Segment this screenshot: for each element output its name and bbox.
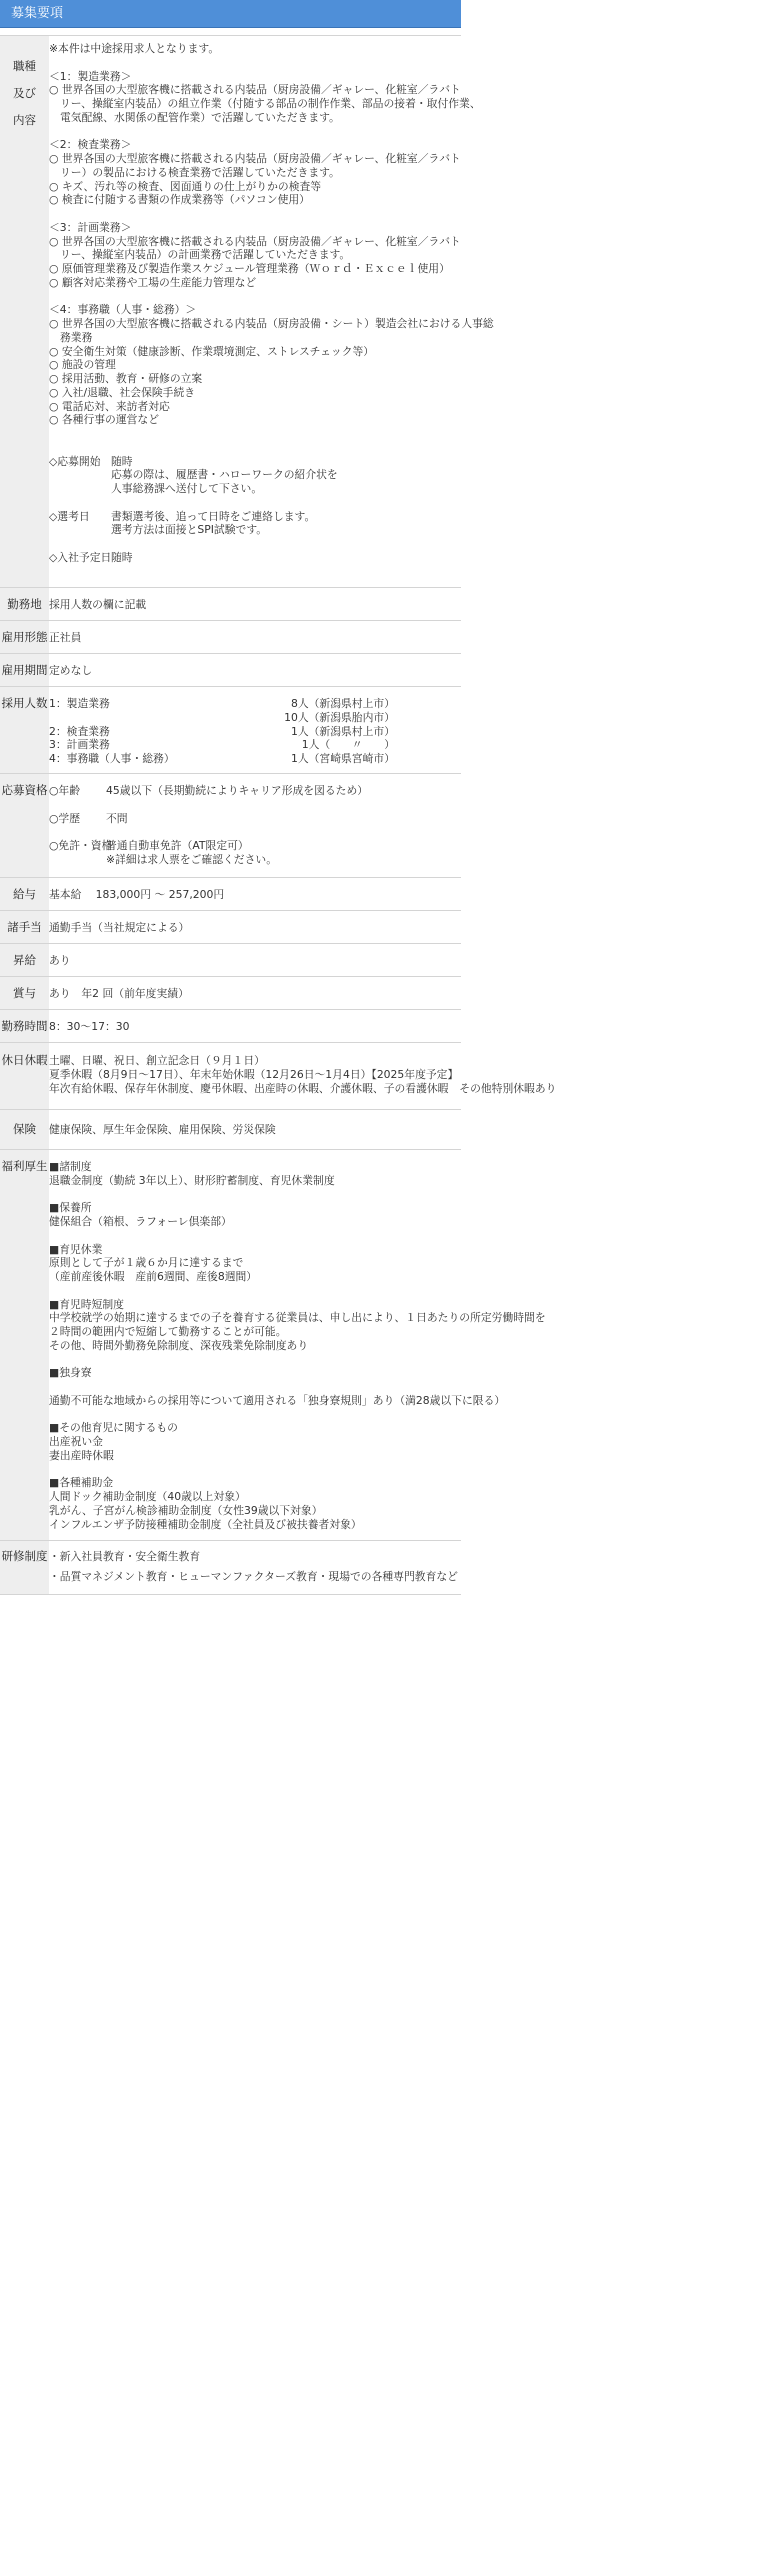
welfare-section-title: ■各種補助金	[49, 1476, 114, 1490]
allowance-text: 通勤手当（当社規定による）	[49, 921, 190, 934]
application-start-value: 随時	[111, 454, 133, 468]
welfare-line: 妻出産時休暇	[49, 1448, 114, 1462]
value-hours	[49, 1010, 461, 1043]
value-welfare	[49, 1150, 546, 1541]
qual-age	[49, 784, 461, 798]
employment-type-text: 正社員	[49, 631, 82, 644]
label-holidays-text: 休日休暇	[1, 1053, 48, 1067]
value-raise	[49, 944, 461, 977]
label-employment-type-text: 雇用形態	[1, 630, 48, 644]
workplace-text: 採用人数の欄に記載	[49, 598, 147, 611]
label-holidays	[0, 1043, 49, 1110]
duty-groups	[49, 56, 494, 427]
section-header	[0, 0, 461, 28]
headcount-count: 1人（ 〃 ）	[301, 738, 395, 752]
welfare-section-title: ■諸制度	[49, 1160, 92, 1173]
label-insurance	[0, 1110, 49, 1150]
duty-item: ○ 顧客対応業務や工場の生産能力管理など	[49, 275, 257, 289]
row-raise	[0, 944, 461, 977]
holiday-line: 夏季休暇（8月9日～17日）、年末年始休暇（12月26日～1月4日）【2025年度予定】	[49, 1067, 459, 1081]
welfare-line: 通勤不可能な地域からの採用等について適用される「独身寮規則」あり（満28歳以下に限る）	[49, 1393, 506, 1407]
value-bonus	[49, 977, 461, 1010]
headcount-job: 4：事務職（人事・総務）	[49, 752, 175, 765]
label-duties-line2: 及び	[13, 85, 36, 100]
qual-license	[49, 839, 461, 867]
headcount-row	[49, 738, 461, 752]
section-title: 募集要項	[11, 6, 64, 21]
qual-license-note: ※詳細は求人票をご確認ください。	[106, 852, 277, 866]
label-welfare-text: 福利厚生	[1, 1159, 48, 1173]
row-employment-period	[0, 654, 461, 687]
headcount-count: 10人（新潟県胎内市）	[284, 710, 395, 724]
label-qualifications-text: 応募資格	[1, 783, 48, 797]
duty-group-title: ＜3：計画業務＞	[49, 220, 132, 234]
welfare-section-title: ■育児休業	[49, 1242, 103, 1256]
value-headcount	[49, 687, 461, 774]
label-raise-text: 昇給	[13, 953, 36, 967]
row-insurance	[0, 1110, 461, 1150]
holiday-line: 年次有給休暇、保存年休制度、慶弔休暇、出産時の休暇、介護休暇、子の看護休暇 その他特別休暇あり	[49, 1081, 557, 1095]
label-employment-period-text: 雇用期間	[1, 663, 48, 677]
selection-date	[49, 510, 461, 538]
job-posting	[0, 0, 557, 1595]
label-employment-type	[0, 621, 49, 654]
row-hours	[0, 1010, 461, 1043]
duty-item: ○ 世界各国の大型旅客機に搭載される内装品（厨房設備／ギャレー、化粧室／ラバト	[49, 234, 461, 248]
employment-period-text: 定めなし	[49, 664, 93, 677]
label-bonus-text: 賞与	[13, 986, 36, 1000]
duty-item: ○ 採用活動、教育・研修の立案	[49, 372, 203, 385]
value-holidays	[49, 1043, 557, 1110]
duty-item: ○ 安全衛生対策（健康診断、作業環境測定、ストレスチェック等）	[49, 344, 375, 358]
label-training-text: 研修制度	[1, 1549, 48, 1563]
holiday-line: 土曜、日曜、祝日、創立記念日（９月１日）	[49, 1054, 265, 1067]
duty-item: ○ 施設の管理	[49, 358, 116, 372]
welfare-line: 退職金制度（勤続 3年以上）、財形貯蓄制度、育児休業制度	[49, 1173, 335, 1187]
raise-text: あり	[49, 954, 71, 967]
duty-item-continuation: リー）の製品における検査業務で活躍していただきます。	[60, 165, 340, 179]
headcount-job: 1：製造業務	[49, 697, 110, 710]
qual-education	[49, 812, 461, 826]
label-duties	[0, 36, 49, 588]
label-duties-line1: 職種	[13, 59, 36, 73]
welfare-line: 原則として子が１歳６か月に達するまで	[49, 1256, 244, 1270]
label-allowance	[0, 911, 49, 944]
label-workplace	[0, 588, 49, 621]
welfare-section-title: ■独身寮	[49, 1366, 92, 1380]
value-employment-type	[49, 621, 461, 654]
label-raise	[0, 944, 49, 977]
label-hours	[0, 1010, 49, 1043]
row-training	[0, 1541, 461, 1595]
duty-item-continuation: リー、操縦室内装品）の組立作業（付随する部品の制作作業、部品の接着・取付作業、	[60, 97, 481, 110]
application-start-note1: 応募の際は、履歴書・ハローワークの紹介状を	[111, 468, 338, 482]
label-employment-period	[0, 654, 49, 687]
welfare-section-title: ■育児時短制度	[49, 1297, 124, 1311]
label-headcount	[0, 687, 49, 774]
training-line: ・新入社員教育・安全衛生教育	[49, 1550, 201, 1563]
qual-license-label: ○免許・資格	[49, 839, 113, 852]
duty-item: ○ 世界各国の大型旅客機に搭載される内装品（厨房設備・シート）製造会社における人事総	[49, 317, 494, 330]
welfare-line: ２時間の範囲内で短縮して勤務することが可能。	[49, 1325, 287, 1338]
duty-item: ○ 入社/退職、社会保険手続き	[49, 385, 196, 399]
training-line: ・品質マネジメント教育・ヒューマンファクターズ教育・現場での各種専門教育など	[49, 1569, 458, 1583]
label-headcount-text: 採用人数	[1, 696, 48, 710]
row-welfare	[0, 1150, 461, 1541]
welfare-line: 健保組合（箱根、ラフォーレ倶楽部）	[49, 1215, 232, 1228]
headcount-job: 2：検査業務	[49, 724, 110, 738]
row-qualifications	[0, 774, 461, 878]
duty-item-continuation: 務業務	[60, 330, 93, 344]
headcount-count: 1人（宮崎県宮崎市）	[290, 752, 395, 765]
duty-group-title: ＜1：製造業務＞	[49, 69, 132, 83]
row-duties	[0, 36, 461, 588]
label-insurance-text: 保険	[13, 1122, 36, 1136]
row-holidays	[0, 1043, 461, 1110]
label-salary-text: 給与	[13, 887, 36, 901]
value-allowance	[49, 911, 461, 944]
label-welfare	[0, 1150, 49, 1541]
row-allowance	[0, 911, 461, 944]
duty-group-title: ＜4：事務職（人事・総務）＞	[49, 303, 197, 317]
qual-edu-label: ○学歴	[49, 811, 81, 825]
label-hours-text: 勤務時間	[1, 1019, 48, 1033]
qual-edu-value: 不問	[106, 811, 128, 825]
salary-text: 基本給 183,000円 ～ 257,200円	[49, 888, 225, 901]
label-training	[0, 1541, 49, 1595]
headcount-job: 3：計画業務	[49, 738, 110, 752]
join-date	[49, 551, 461, 565]
selection-label: ◇選考日	[49, 509, 90, 523]
label-bonus	[0, 977, 49, 1010]
label-workplace-text: 勤務地	[7, 597, 42, 611]
row-workplace	[0, 588, 461, 621]
join-label: ◇入社予定日	[49, 550, 112, 564]
duty-item-continuation: リー、操縦室内装品）の計画業務で活躍していただきます。	[60, 248, 351, 262]
label-salary	[0, 878, 49, 911]
job-details-table	[0, 35, 557, 1595]
application-start-note2: 人事総務課へ送付して下さい。	[111, 482, 263, 495]
headcount-row	[49, 711, 461, 725]
value-duties	[49, 36, 494, 588]
selection-value: 書類選考後、追って日時をご連絡します。	[111, 509, 316, 523]
value-insurance	[49, 1110, 461, 1150]
duty-item: ○ 世界各国の大型旅客機に搭載される内装品（厨房設備／ギャレー、化粧室／ラバト	[49, 152, 461, 165]
value-salary	[49, 878, 461, 911]
qual-age-value: 45歳以下（長期勤続によりキャリア形成を図るため）	[106, 784, 369, 797]
duties-note: ※本件は中途採用求人となります。	[49, 42, 220, 55]
row-bonus	[0, 977, 461, 1010]
duty-item: ○ 検査に付随する書類の作成業務等（パソコン使用）	[49, 193, 310, 207]
headcount-row	[49, 725, 461, 739]
holiday-list	[49, 1054, 557, 1095]
duty-item: ○ 世界各国の大型旅客機に搭載される内装品（厨房設備／ギャレー、化粧室／ラバト	[49, 83, 461, 97]
row-headcount	[0, 687, 461, 774]
application-start-label: ◇応募開始	[49, 454, 101, 468]
hours-text: 8：30～17：30	[49, 1020, 130, 1033]
headcount-list	[49, 697, 461, 766]
duty-item: ○ 電話応対、来訪者対応	[49, 399, 170, 413]
qual-age-label: ○年齢	[49, 784, 81, 797]
bonus-text: あり 年2 回（前年度実績）	[49, 987, 189, 1000]
selection-note: 選考方法は面接とSPI試験です。	[111, 523, 268, 537]
welfare-line: その他、時間外勤務免除制度、深夜残業免除制度あり	[49, 1338, 309, 1352]
duty-item: ○ 各種行事の運営など	[49, 413, 160, 427]
welfare-line: 人間ドック補助金制度（40歳以上対象）	[49, 1490, 246, 1503]
duty-item: ○ 原価管理業務及び製造作業スケジュール管理業務（Ｗｏｒｄ・Ｅｘｃｅｌ使用）	[49, 262, 450, 275]
welfare-line: 乳がん、子宮がん検診補助金制度（女性39歳以下対象）	[49, 1503, 323, 1517]
headcount-job	[49, 711, 232, 725]
value-employment-period	[49, 654, 461, 687]
value-qualifications	[49, 774, 461, 878]
qual-license-value: 普通自動車免許（AT限定可）	[106, 839, 249, 852]
duty-item-continuation: 電気配線、水関係の配管作業）で活躍していただきます。	[60, 110, 340, 124]
headcount-row	[49, 697, 461, 711]
join-value: 随時	[111, 550, 133, 564]
welfare-line: 出産祝い金	[49, 1435, 103, 1448]
welfare-section-title: ■保養所	[49, 1201, 92, 1215]
headcount-row	[49, 752, 461, 766]
application-start	[49, 455, 461, 496]
welfare-line: 中学校就学の始期に達するまでの子を養育する従業員は、申し出により、１日あたりの所定労働時間を	[49, 1311, 546, 1325]
welfare-list	[49, 1160, 546, 1531]
welfare-line	[49, 1380, 461, 1394]
duty-group-title: ＜2：検査業務＞	[49, 138, 132, 152]
label-allowance-text: 諸手当	[7, 920, 42, 934]
headcount-count: 8人（新潟県村上市）	[290, 697, 395, 710]
value-training	[49, 1541, 461, 1595]
welfare-line: インフルエンザ予防接種補助金制度（全社員及び被扶養者対象）	[49, 1517, 362, 1531]
welfare-line: （産前産後休暇 産前6週間、産後8週間）	[49, 1270, 258, 1283]
insurance-text: 健康保険、厚生年金保険、雇用保険、労災保険	[49, 1123, 276, 1136]
row-employment-type	[0, 621, 461, 654]
label-duties-line3: 内容	[13, 112, 36, 127]
welfare-section-title: ■その他育児に関するもの	[49, 1421, 178, 1435]
label-qualifications	[0, 774, 49, 878]
duty-item: ○ キズ、汚れ等の検査、図面通りの仕上がりかの検査等	[49, 179, 322, 193]
row-salary	[0, 878, 461, 911]
value-workplace	[49, 588, 461, 621]
headcount-count: 1人（新潟県村上市）	[290, 724, 395, 738]
